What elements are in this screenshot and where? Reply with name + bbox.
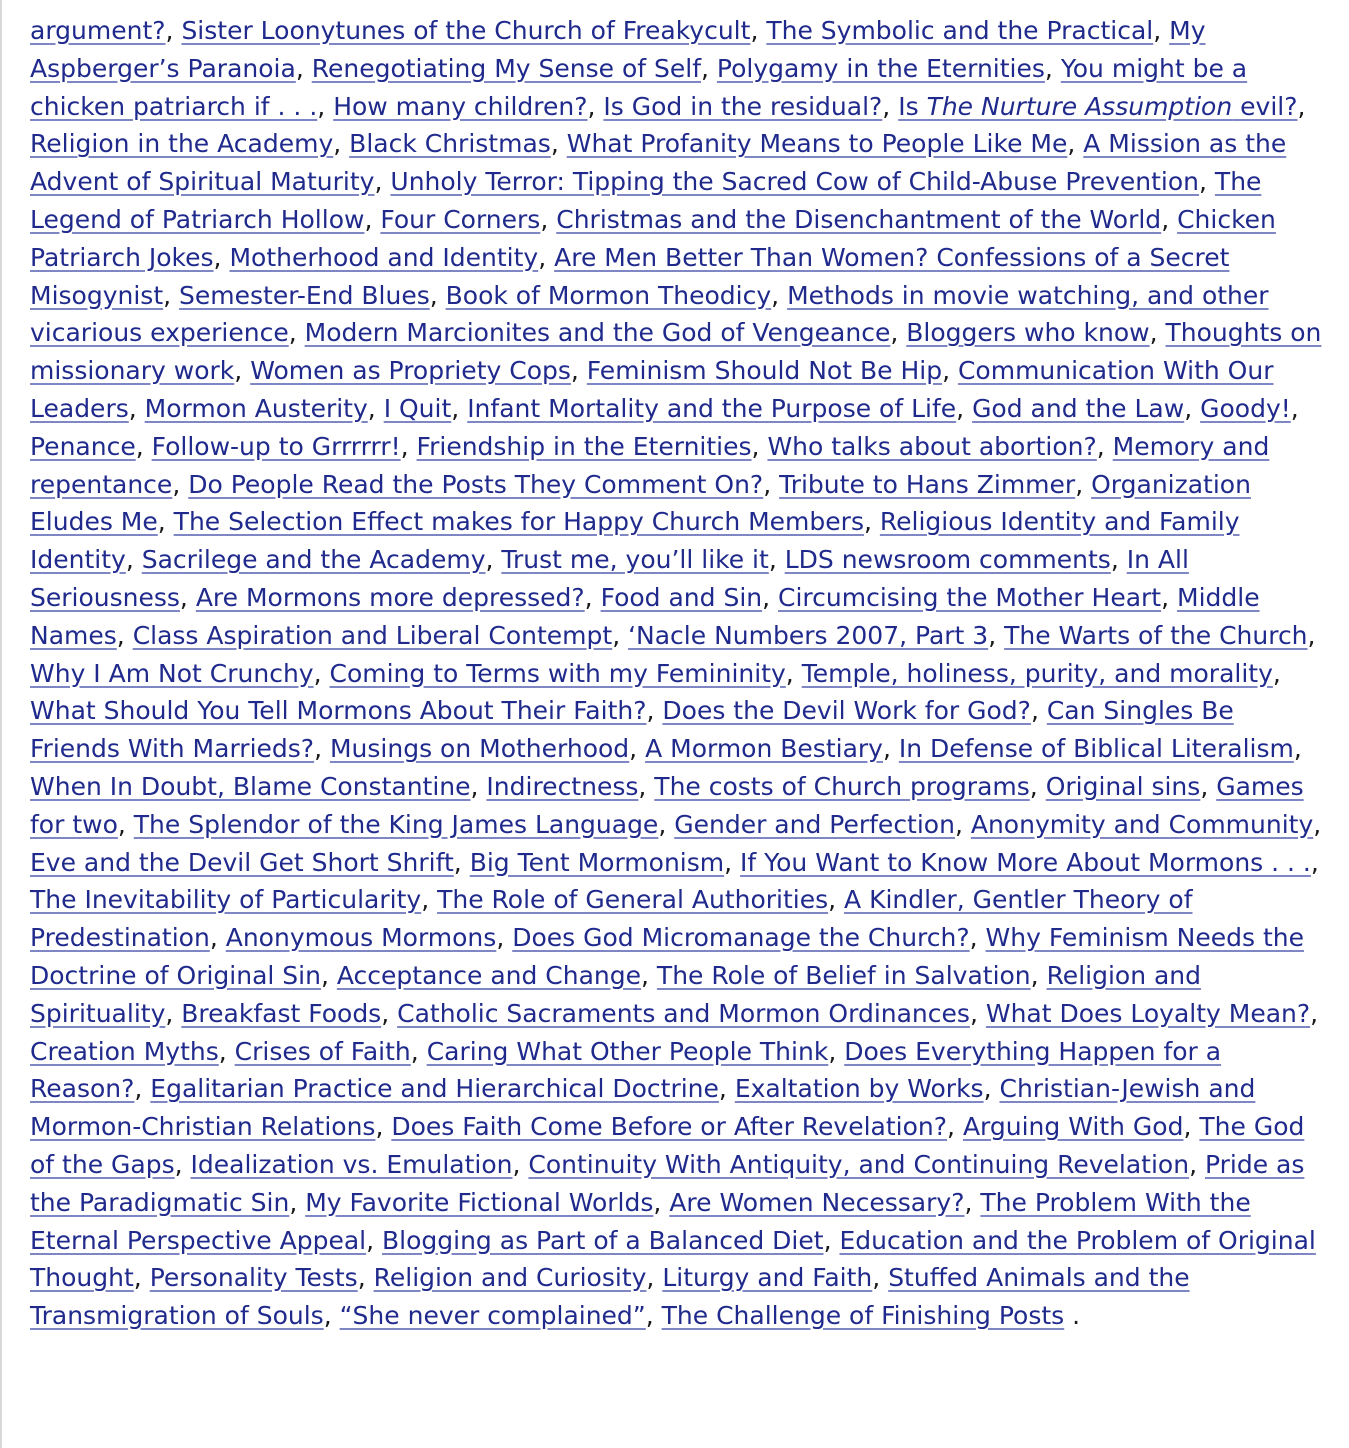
post-link[interactable]: Arguing With God <box>962 1112 1184 1142</box>
comma-separator: , <box>956 393 973 423</box>
comma-separator: , <box>1293 734 1302 764</box>
post-link[interactable]: You might be a chicken patriarch if . . . <box>30 53 1248 121</box>
comma-separator: , <box>612 620 629 650</box>
comma-separator: , <box>1030 696 1047 726</box>
post-link[interactable]: Does God Micromanage the Church? <box>512 923 970 953</box>
comma-separator: , <box>658 809 675 839</box>
comma-separator: , <box>357 1263 374 1293</box>
comma-separator: , <box>1199 167 1215 197</box>
post-link[interactable]: Acceptance and Change <box>336 960 642 990</box>
comma-separator: , <box>1067 129 1084 159</box>
post-link[interactable]: The Symbolic and the Practical <box>766 16 1154 45</box>
post-link[interactable]: The Selection Effect makes for Happy Church Members <box>173 507 864 537</box>
comma-separator: , <box>314 734 330 764</box>
post-link[interactable]: In Defense of Biblical Literalism <box>898 734 1294 764</box>
post-link[interactable]: How many children? <box>333 91 588 121</box>
post-link[interactable]: Original sins <box>1045 771 1201 801</box>
comma-separator: , <box>125 545 142 575</box>
comma-separator: , <box>882 734 899 764</box>
post-link[interactable]: The Role of Belief in Salvation <box>656 960 1031 990</box>
comma-separator: , <box>587 91 604 121</box>
post-link[interactable]: Renegotiating My Sense of Self <box>311 53 702 83</box>
comma-separator: , <box>133 1263 150 1293</box>
comma-separator: , <box>964 1187 981 1217</box>
comma-separator: , <box>768 545 785 575</box>
post-link[interactable]: Women as Propriety Cops <box>250 356 571 386</box>
post-link[interactable]: The Role of General Authorities <box>437 885 829 915</box>
comma-separator: , <box>367 393 384 423</box>
post-link[interactable]: Does the Devil Work for God? <box>662 696 1031 726</box>
post-link-text: Is <box>898 91 927 121</box>
comma-separator: , <box>165 998 182 1028</box>
comma-separator: , <box>724 847 741 877</box>
post-link[interactable]: The Splendor of the King James Language <box>133 809 659 839</box>
comma-separator: , <box>1313 809 1322 839</box>
comma-separator: , <box>288 318 305 348</box>
comma-separator: , <box>179 582 196 612</box>
comma-separator: , <box>165 16 182 45</box>
post-link[interactable]: Methods in movie watching, and other vicarious experience <box>30 280 1269 348</box>
post-link[interactable]: Polygamy in the Eternities <box>716 53 1045 83</box>
comma-separator: , <box>213 242 230 272</box>
comma-separator: , <box>785 658 802 688</box>
comma-separator: , <box>1044 53 1061 83</box>
post-link[interactable]: Stuffed Animals and the Transmigration of Souls <box>30 1263 1190 1331</box>
post-link[interactable]: Idealization vs. Emulation <box>190 1149 513 1179</box>
post-link[interactable]: What Profanity Means to People Like Me <box>566 129 1068 159</box>
post-link[interactable]: Penance <box>30 431 136 461</box>
comma-separator: , <box>453 847 470 877</box>
comma-separator: , <box>1153 16 1170 45</box>
post-link[interactable]: Creation Myths <box>30 1036 219 1066</box>
comma-separator: , <box>174 1149 191 1179</box>
comma-separator: , <box>1272 658 1281 688</box>
post-link[interactable]: Class Aspiration and Liberal Contempt <box>132 620 613 650</box>
comma-separator: , <box>375 1112 392 1142</box>
post-link[interactable]: Food and Sin <box>600 582 763 612</box>
post-link[interactable]: Do People Read the Posts They Comment On? <box>188 469 764 499</box>
comma-separator: , <box>540 204 557 234</box>
post-link[interactable]: What Does Loyalty Mean? <box>985 998 1311 1028</box>
comma-separator: , <box>762 582 779 612</box>
comma-separator: , <box>629 734 646 764</box>
post-link[interactable]: Motherhood and Identity <box>229 242 539 272</box>
comma-separator: , <box>116 620 133 650</box>
comma-separator: , <box>410 1036 427 1066</box>
post-link[interactable]: Sister Loonytunes of the Church of Freakycult <box>181 16 751 45</box>
comma-separator: , <box>1307 620 1316 650</box>
comma-separator: , <box>645 1301 662 1331</box>
post-link[interactable]: Organization Eludes Me <box>30 469 1251 537</box>
comma-separator: , <box>117 809 134 839</box>
comma-separator: , <box>218 1036 235 1066</box>
post-link[interactable]: A Mormon Bestiary <box>645 734 883 764</box>
post-link[interactable]: Does Everything Happen for a Reason? <box>30 1036 1222 1104</box>
comma-separator: , <box>295 53 312 83</box>
post-link[interactable]: Tribute to Hans Zimmer <box>779 469 1076 499</box>
post-link[interactable]: A Mission as the Advent of Spiritual Maturity <box>30 129 1287 197</box>
comma-separator: , <box>1189 1149 1205 1179</box>
post-link[interactable]: Gender and Perfection <box>674 809 955 839</box>
post-link[interactable]: Black Christmas <box>349 129 551 159</box>
comma-separator: , <box>983 1074 1000 1104</box>
post-link[interactable]: Semester-End Blues <box>179 280 430 310</box>
post-link[interactable]: Games for two <box>30 771 1304 839</box>
post-links-paragraph <box>30 12 1326 1335</box>
post-link[interactable]: Goody! <box>1200 393 1291 423</box>
comma-separator: , <box>751 431 768 461</box>
comma-separator: , <box>570 356 587 386</box>
comma-separator: , <box>872 1263 889 1293</box>
comma-separator: , <box>313 658 330 688</box>
comma-separator: , <box>1096 431 1113 461</box>
comma-separator: , <box>828 1036 845 1066</box>
post-link[interactable]: The Problem With the Eternal Perspective Appeal <box>30 1187 1251 1255</box>
post-link[interactable]: Sacrilege and the Academy <box>141 545 486 575</box>
post-link[interactable]: ‘Nacle Numbers 2007, Part 3 <box>628 620 989 650</box>
post-link[interactable]: Anonymity and Community <box>970 809 1314 839</box>
post-link[interactable]: argument? <box>30 16 166 45</box>
comma-separator: , <box>771 280 788 310</box>
end-period: . <box>1064 1301 1081 1331</box>
post-link[interactable]: Coming to Terms with my Femininity <box>329 658 786 688</box>
post-link[interactable]: God and the Law <box>972 393 1185 423</box>
post-link[interactable]: Circumcising the Mother Heart <box>778 582 1162 612</box>
post-link[interactable]: Unholy Terror: Tipping the Sacred Cow of Child-Abuse Prevention <box>390 167 1200 197</box>
post-link[interactable]: Trust me, you’ll like it <box>501 545 769 575</box>
post-link[interactable]: Can Singles Be Friends With Marrieds? <box>30 696 1234 764</box>
comma-separator: , <box>954 809 971 839</box>
comma-separator: , <box>638 771 655 801</box>
comma-separator: , <box>163 280 180 310</box>
post-link[interactable]: Musings on Motherhood <box>329 734 630 764</box>
comma-separator: , <box>512 1149 529 1179</box>
comma-separator: , <box>317 91 334 121</box>
comma-separator: , <box>157 507 174 537</box>
comma-separator: , <box>289 1187 306 1217</box>
comma-separator: , <box>374 167 391 197</box>
post-link[interactable]: Christmas and the Disenchantment of the World <box>556 204 1162 234</box>
post-link[interactable]: Does Faith Come Before or After Revelation? <box>391 1112 948 1142</box>
comma-separator: , <box>646 696 663 726</box>
comma-separator: , <box>320 960 337 990</box>
comma-separator: , <box>1075 469 1092 499</box>
comma-separator: , <box>942 356 958 386</box>
post-link[interactable]: Religious Identity and Family Identity <box>30 507 1240 575</box>
comma-separator: , <box>1310 847 1319 877</box>
post-link[interactable]: Memory and repentance <box>30 431 1270 499</box>
post-link[interactable]: Eve and the Devil Get Short Shrift <box>30 847 454 877</box>
post-link[interactable]: Temple, holiness, purity, and morality <box>801 658 1273 688</box>
post-link[interactable]: Mormon Austerity <box>144 393 368 423</box>
comma-separator: , <box>718 1074 735 1104</box>
comma-separator: , <box>134 1074 151 1104</box>
post-link[interactable]: Continuity With Antiquity, and Continuing Revelation <box>528 1149 1190 1179</box>
post-link[interactable]: My Favorite Fictional Worlds <box>305 1187 654 1217</box>
post-link[interactable]: Crises of Faith <box>234 1036 411 1066</box>
post-link[interactable]: Is God in the residual? <box>603 91 883 121</box>
comma-separator: , <box>421 885 438 915</box>
post-link[interactable]: Exaltation by Works <box>734 1074 984 1104</box>
comma-separator: , <box>550 129 567 159</box>
comma-separator: , <box>1149 318 1166 348</box>
comma-separator: , <box>823 1225 840 1255</box>
post-link[interactable]: The Challenge of Finishing Posts <box>661 1301 1065 1331</box>
comma-separator: , <box>364 204 381 234</box>
comma-separator: , <box>1029 771 1046 801</box>
post-link[interactable]: Religion and Spirituality <box>30 960 1202 1028</box>
comma-separator: , <box>882 91 899 121</box>
comma-separator: , <box>988 620 1005 650</box>
post-link[interactable]: Why I Am Not Crunchy <box>30 658 314 688</box>
post-link[interactable]: Pride as the Paradigmatic Sin <box>30 1149 1305 1217</box>
post-link[interactable]: Book of Mormon Theodicy <box>445 280 772 310</box>
post-link[interactable] <box>898 92 1297 121</box>
comma-separator: , <box>429 280 446 310</box>
comma-separator: , <box>135 431 152 461</box>
post-link[interactable]: Why Feminism Needs the Doctrine of Original Sin <box>30 923 1304 990</box>
post-link[interactable]: Liturgy and Faith <box>662 1263 873 1293</box>
comma-separator: , <box>234 356 251 386</box>
post-link[interactable]: Who talks about abortion? <box>767 431 1097 461</box>
post-link[interactable]: Communication With Our Leaders <box>30 356 1274 423</box>
comma-separator: , <box>366 1225 383 1255</box>
post-link[interactable]: Four Corners <box>380 204 541 234</box>
comma-separator: , <box>1110 545 1127 575</box>
comma-separator: , <box>969 998 986 1028</box>
comma-separator: , <box>863 507 880 537</box>
post-link[interactable]: Education and the Problem of Original Thought <box>30 1225 1316 1293</box>
comma-separator: , <box>1297 91 1306 121</box>
post-link[interactable]: Feminism Should Not Be Hip <box>586 356 943 386</box>
post-link[interactable]: When In Doubt, Blame Constantine <box>30 771 471 801</box>
comma-separator: , <box>400 431 417 461</box>
post-link[interactable]: Caring What Other People Think <box>426 1036 829 1066</box>
post-link[interactable]: Bloggers who know <box>906 318 1150 348</box>
comma-separator: , <box>646 1263 663 1293</box>
comma-separator: , <box>451 393 468 423</box>
comma-separator: , <box>496 923 513 953</box>
post-link[interactable]: Are Men Better Than Women? Confessions of a Secret Misogynist <box>30 242 1230 310</box>
post-link[interactable]: Friendship in the Eternities <box>416 431 752 461</box>
comma-separator: , <box>1200 771 1217 801</box>
post-link[interactable]: I Quit <box>383 393 452 423</box>
post-link[interactable]: “She never complained” <box>339 1301 646 1331</box>
comma-separator: , <box>333 129 350 159</box>
post-link[interactable]: Catholic Sacraments and Mormon Ordinances <box>397 998 970 1028</box>
comma-separator: , <box>1290 393 1299 423</box>
comma-separator: , <box>584 582 601 612</box>
post-link[interactable]: Christian-Jewish and Mormon-Christian Relations <box>30 1074 1256 1142</box>
post-link[interactable]: In All Seriousness <box>30 545 1189 612</box>
comma-separator: , <box>701 53 717 83</box>
post-link[interactable]: Big Tent Mormonism <box>469 847 725 877</box>
comma-separator: , <box>1310 998 1319 1028</box>
comma-separator: , <box>1183 1112 1200 1142</box>
post-link[interactable]: Are Mormons more depressed? <box>195 582 585 612</box>
post-link[interactable]: My Aspberger’s Paranoia <box>30 16 1206 83</box>
left-border-rule <box>0 0 2 1448</box>
post-link[interactable]: LDS newsroom comments <box>784 545 1111 575</box>
post-link[interactable]: Infant Mortality and the Purpose of Life <box>467 393 957 423</box>
comma-separator: , <box>969 923 986 953</box>
comma-separator: , <box>653 1187 670 1217</box>
comma-separator: , <box>1184 393 1201 423</box>
post-link[interactable]: A Kindler, Gentler Theory of Predestination <box>30 885 1193 953</box>
post-link[interactable]: Are Women Necessary? <box>669 1187 965 1217</box>
comma-separator: , <box>1161 204 1178 234</box>
post-link[interactable]: Egalitarian Practice and Hierarchical Doctrine <box>150 1074 719 1104</box>
comma-separator: , <box>323 1301 340 1331</box>
comma-separator: , <box>470 771 487 801</box>
post-link[interactable]: The God of the Gaps <box>30 1112 1305 1179</box>
comma-separator: , <box>485 545 502 575</box>
post-link[interactable]: Chicken Patriarch Jokes <box>30 204 1276 272</box>
comma-separator: , <box>538 242 555 272</box>
comma-separator: , <box>750 16 767 45</box>
comma-separator: , <box>890 318 907 348</box>
post-link[interactable]: Blogging as Part of a Balanced Diet <box>382 1225 824 1255</box>
post-link[interactable]: Religion and Curiosity <box>373 1263 647 1293</box>
post-link-text: evil? <box>1232 91 1298 121</box>
post-link[interactable]: The Inevitability of Particularity <box>30 885 422 915</box>
post-link[interactable]: The Legend of Patriarch Hollow <box>30 167 1262 234</box>
post-link-book-title: The Nurture Assumption <box>926 91 1233 121</box>
post-link[interactable]: Religion in the Academy <box>30 129 334 159</box>
comma-separator: , <box>172 469 189 499</box>
comma-separator: , <box>763 469 780 499</box>
comma-separator: , <box>641 960 657 990</box>
post-link[interactable]: Indirectness <box>486 771 639 801</box>
comma-separator: , <box>209 923 226 953</box>
post-link[interactable]: Thoughts on missionary work <box>30 318 1322 386</box>
comma-separator: , <box>828 885 845 915</box>
post-link[interactable]: Personality Tests <box>149 1263 358 1293</box>
post-link[interactable]: Middle Names <box>30 582 1260 650</box>
post-link[interactable]: If You Want to Know More About Mormons . . . <box>740 847 1311 877</box>
post-link[interactable]: The costs of Church programs <box>654 771 1030 801</box>
post-link[interactable]: Breakfast Foods <box>181 998 382 1028</box>
comma-separator: , <box>381 998 398 1028</box>
post-link[interactable]: Modern Marcionites and the God of Vengeance <box>304 318 891 348</box>
post-link[interactable]: Anonymous Mormons <box>225 923 497 953</box>
comma-separator: , <box>128 393 145 423</box>
comma-separator: , <box>947 1112 963 1142</box>
post-link[interactable]: What Should You Tell Mormons About Their Faith? <box>30 696 647 726</box>
comma-separator: , <box>1161 582 1178 612</box>
post-link[interactable]: Follow-up to Grrrrrr! <box>151 431 401 461</box>
post-link[interactable]: The Warts of the Church <box>1004 620 1308 650</box>
comma-separator: , <box>1030 960 1047 990</box>
